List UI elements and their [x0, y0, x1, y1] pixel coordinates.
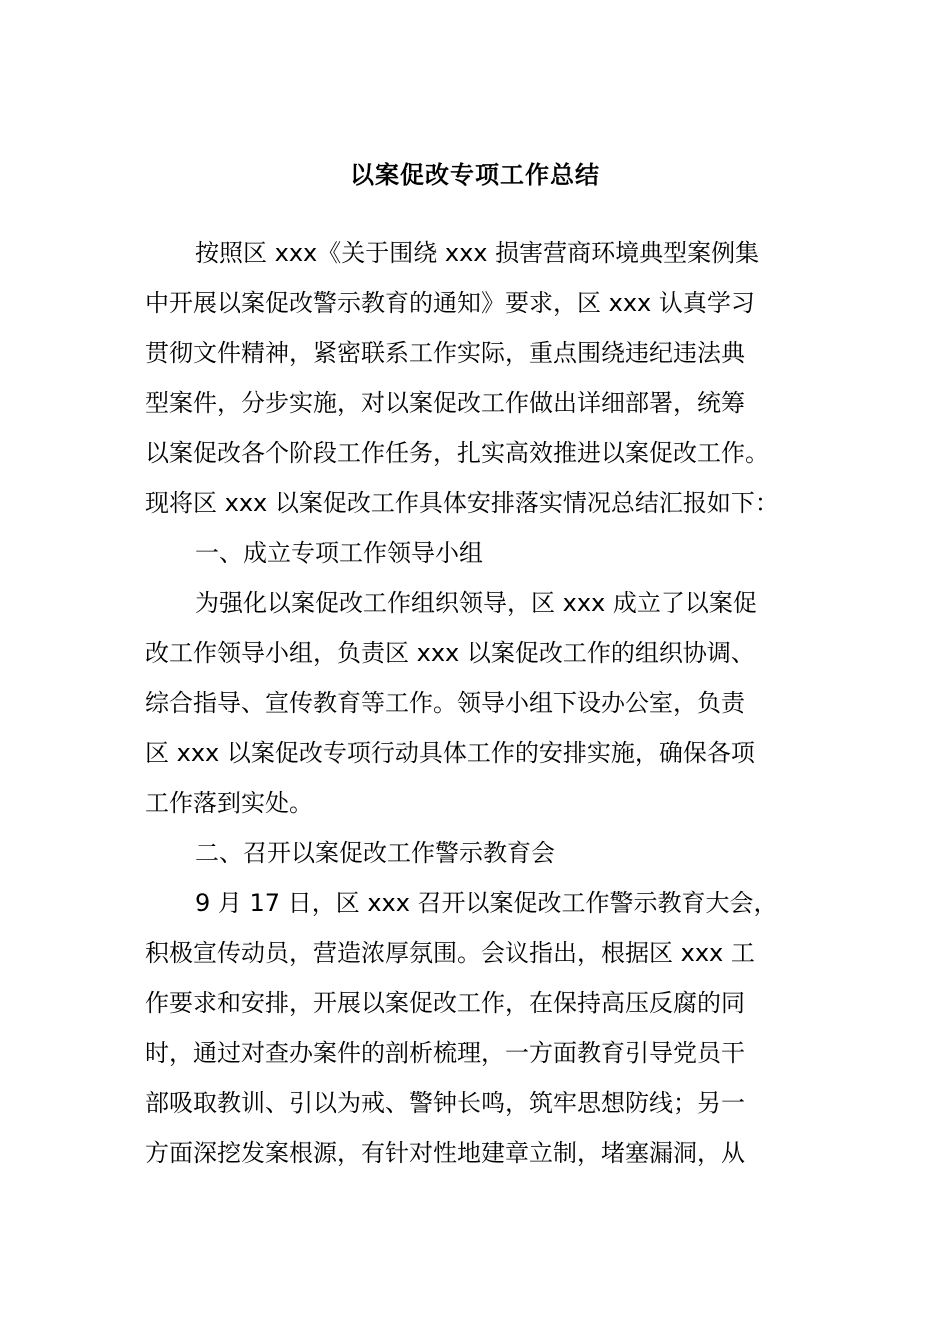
paragraph-line: 改工作领导小组，负责区 xxx 以案促改工作的组织协调、 [145, 639, 755, 667]
section-heading: 一、成立专项工作领导小组 [195, 539, 483, 567]
paragraph-line: 积极宣传动员，营造浓厚氛围。会议指出，根据区 xxx 工 [145, 939, 755, 967]
paragraph-line: 时，通过对查办案件的剖析梳理，一方面教育引导党员干 [145, 1039, 745, 1067]
paragraph-line: 以案促改各个阶段工作任务，扎实高效推进以案促改工作。 [145, 439, 769, 467]
section-heading: 二、召开以案促改工作警示教育会 [195, 839, 555, 867]
paragraph-line: 区 xxx 以案促改专项行动具体工作的安排实施，确保各项 [145, 739, 755, 767]
document-body [145, 228, 810, 1178]
paragraph-line: 为强化以案促改工作组织领导，区 xxx 成立了以案促 [195, 589, 757, 617]
paragraph-line: 方面深挖发案根源，有针对性地建章立制，堵塞漏洞，从 [145, 1139, 745, 1167]
paragraph-line: 9 月 17 日，区 xxx 召开以案促改工作警示教育大会， [195, 889, 778, 917]
paragraph-line: 贯彻文件精神，紧密联系工作实际，重点围绕违纪违法典 [145, 339, 745, 367]
paragraph-line: 工作落到实处。 [145, 789, 313, 817]
paragraph-line: 中开展以案促改警示教育的通知》要求，区 xxx 认真学习 [145, 289, 755, 317]
paragraph-line: 型案件，分步实施，对以案促改工作做出详细部署，统筹 [145, 389, 745, 417]
paragraph-line: 按照区 xxx《关于围绕 xxx 损害营商环境典型案例集 [195, 239, 760, 267]
paragraph-line: 综合指导、宣传教育等工作。领导小组下设办公室，负责 [145, 689, 745, 717]
document-title: 以案促改专项工作总结 [350, 161, 600, 189]
paragraph-line: 作要求和安排，开展以案促改工作，在保持高压反腐的同 [145, 989, 745, 1017]
paragraph-line: 现将区 xxx 以案促改工作具体安排落实情况总结汇报如下： [145, 489, 779, 517]
paragraph-line: 部吸取教训、引以为戒、警钟长鸣，筑牢思想防线；另一 [145, 1089, 745, 1117]
